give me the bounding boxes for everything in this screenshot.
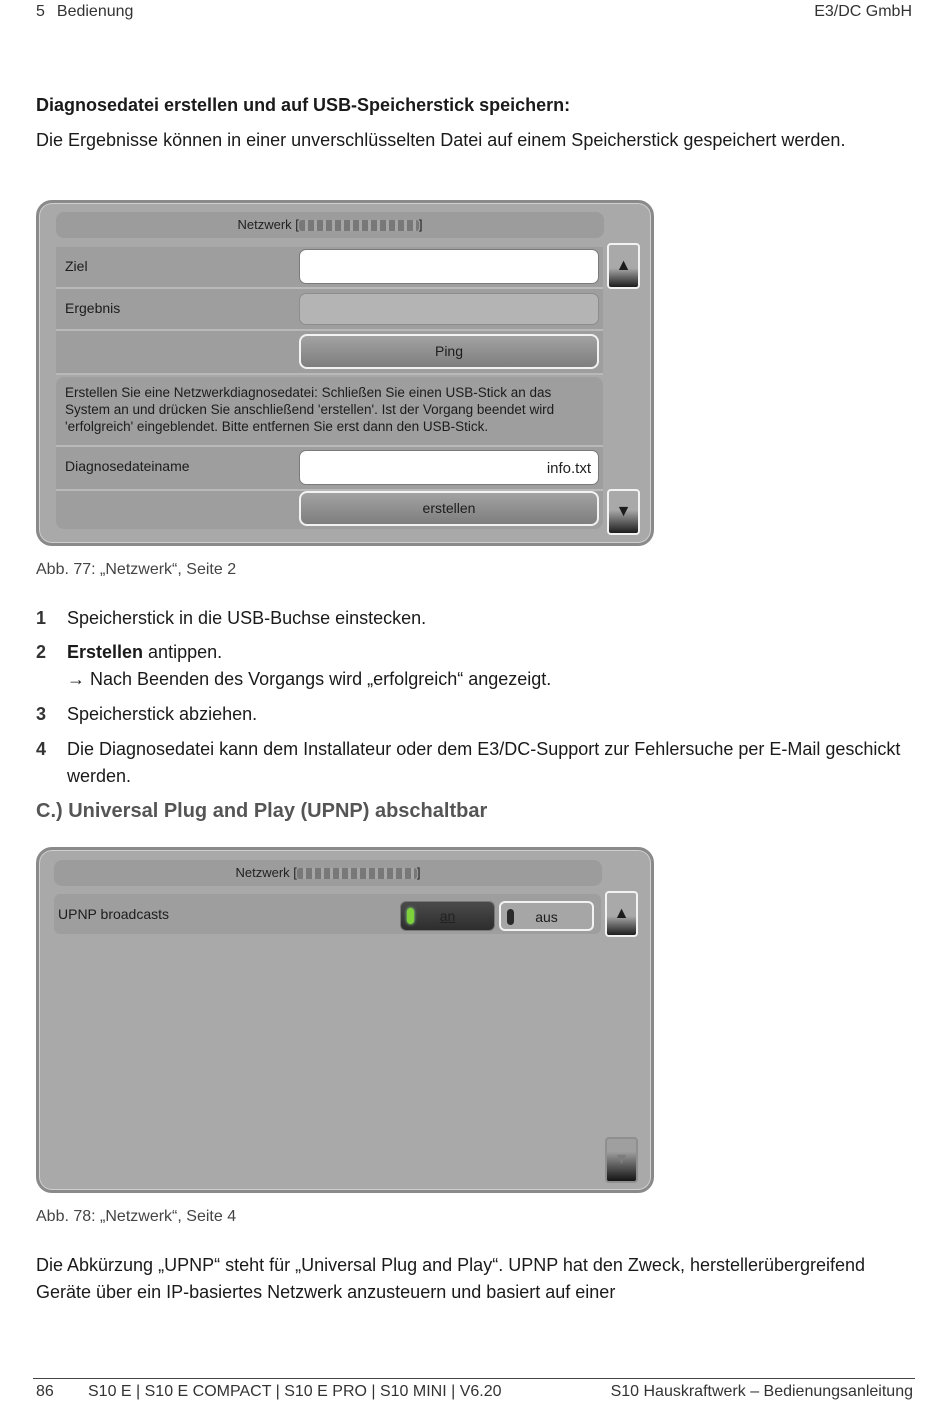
row-upnp	[54, 894, 601, 934]
row-ping	[56, 331, 603, 375]
footer-doc-title: S10 Hauskraftwerk – Bedienungsanleitung	[610, 1383, 913, 1400]
upnp-heading: C.) Universal Plug and Play (UPNP) abschaltbar	[36, 800, 488, 822]
footer-models: S10 E | S10 E COMPACT | S10 E PRO | S10 MINI | V6.20	[88, 1383, 502, 1400]
screen-title: Netzwerk [ ]	[56, 212, 604, 238]
running-header-company: E3/DC GmbH	[814, 3, 912, 20]
upnp-on-toggle[interactable]	[400, 901, 495, 931]
ping-button[interactable]: Ping	[299, 334, 599, 369]
arrow-up-icon: ▲	[615, 257, 632, 274]
step-number: 4	[36, 739, 47, 759]
upnp-off-toggle[interactable]	[499, 901, 594, 931]
scroll-up-button[interactable]	[607, 243, 640, 289]
step-text: Speicherstick in die USB-Buchse einstecken.	[67, 608, 427, 628]
arrow-down-icon: ▼	[613, 1151, 630, 1168]
row-filename	[56, 447, 603, 491]
upnp-label: UPNP broadcasts	[58, 906, 170, 922]
step-2	[36, 639, 916, 693]
row-ziel	[56, 247, 603, 289]
arrow-up-icon: ▲	[613, 905, 630, 922]
status-led-icon	[507, 909, 514, 925]
network-screen-page-2	[36, 200, 654, 546]
filename-input[interactable]: info.txt	[299, 450, 599, 485]
diagnose-info-text: Erstellen Sie eine Netzwerkdiagnosedatei: Schließen Sie einen USB-Stick an das System an und drücken Sie anschließend 'erstellen'. Ist der Vorgang beendet wird 'erfolgreich' eingeblendet. Bitte entfernen Sie erst dann den USB-Stick.	[65, 385, 555, 434]
step-text: antippen.	[143, 642, 223, 662]
arrow-down-icon: ▼	[615, 503, 632, 520]
blurred-mac-address	[299, 220, 419, 231]
step-result: → Nach Beenden des Vorgangs wird „erfolgreich“ angezeigt.	[67, 669, 552, 689]
row-ergebnis	[56, 289, 603, 331]
scroll-up-button[interactable]	[605, 891, 638, 937]
ziel-input[interactable]	[299, 249, 599, 284]
step-4	[36, 736, 916, 790]
step-number: 2	[36, 642, 47, 662]
running-header-section	[36, 3, 133, 21]
status-led-icon	[407, 908, 414, 924]
blurred-mac-address	[297, 868, 417, 879]
step-1	[36, 605, 916, 632]
diagnose-intro: Die Ergebnisse können in einer unverschlüsselten Datei auf einem Speicherstick gespeichert werden.	[36, 130, 846, 150]
scroll-down-button[interactable]	[607, 489, 640, 535]
network-screen-page-4	[36, 847, 654, 1193]
ergebnis-label: Ergebnis	[65, 300, 121, 316]
row-create	[56, 491, 603, 529]
ergebnis-field	[299, 293, 599, 325]
step-keyword: Erstellen	[67, 642, 144, 662]
figure-caption-77: Abb. 77: „Netzwerk“, Seite 2	[36, 561, 237, 578]
step-number: 3	[36, 704, 47, 724]
figure-caption-78: Abb. 78: „Netzwerk“, Seite 4	[36, 1208, 237, 1225]
toggle-label: an	[439, 908, 456, 924]
section-number: 5	[36, 3, 45, 20]
step-number: 1	[36, 608, 47, 628]
create-button[interactable]: erstellen	[299, 491, 599, 526]
row-info	[56, 377, 603, 447]
footer-rule	[33, 1378, 915, 1379]
page-number: 86	[36, 1383, 54, 1400]
diagnose-heading: Diagnosedatei erstellen und auf USB-Speicherstick speichern:	[36, 95, 571, 115]
step-text: Speicherstick abziehen.	[67, 704, 258, 724]
toggle-label: aus	[535, 909, 558, 925]
screen-title: Netzwerk [ ]	[54, 860, 602, 886]
scroll-down-button[interactable]	[605, 1137, 638, 1183]
filename-label: Diagnosedateiname	[65, 458, 190, 474]
section-title: Bedienung	[56, 3, 134, 20]
ziel-label: Ziel	[65, 258, 88, 274]
upnp-paragraph: Die Abkürzung „UPNP“ steht für „Universal Plug and Play“. UPNP hat den Zweck, herstellerübergreifend Geräte über ein IP-basiertes Netzwerk anzusteuern und basiert auf einer	[36, 1255, 866, 1302]
step-3	[36, 701, 916, 728]
step-text: Die Diagnosedatei kann dem Installateur oder dem E3/DC-Support zur Fehlersuche per E-Mail geschickt werden.	[67, 739, 901, 786]
